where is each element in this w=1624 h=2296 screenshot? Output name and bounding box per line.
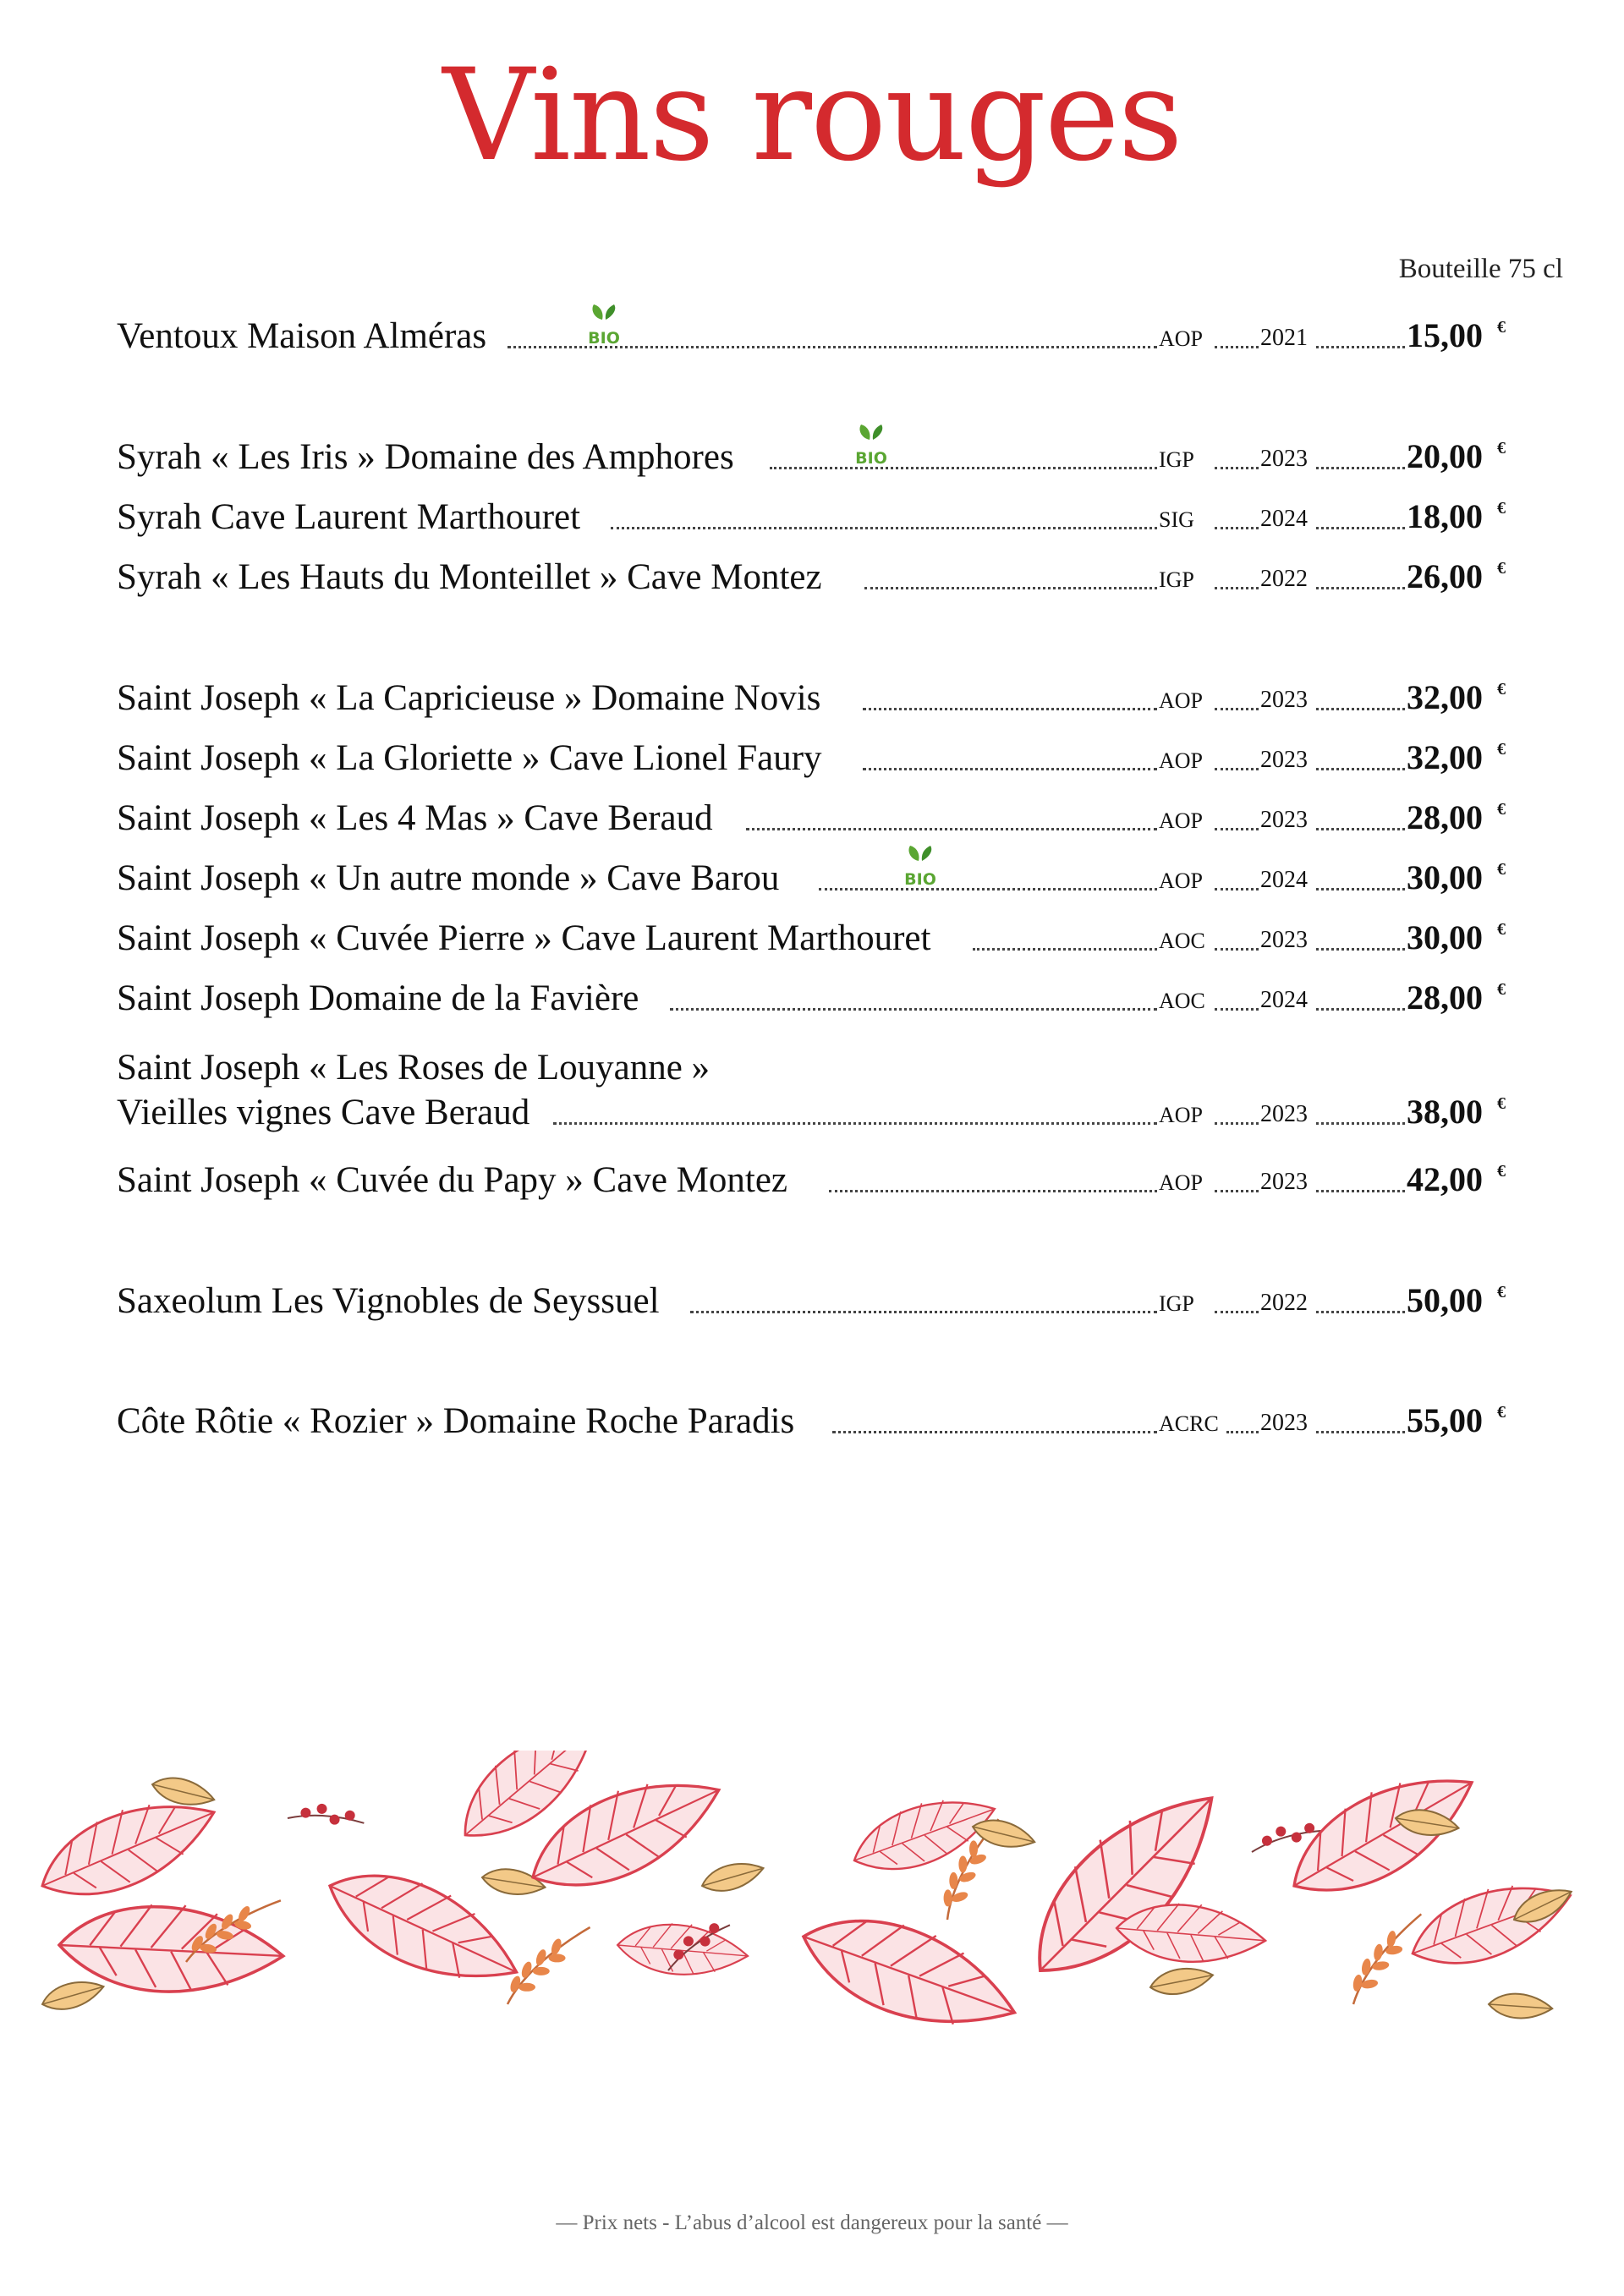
- wine-price: 38,00: [1407, 1093, 1483, 1131]
- wine-name: Saint Joseph « La Capricieuse » Domaine Novis: [117, 678, 821, 718]
- wine-row: [117, 1040, 1521, 1142]
- wine-appellation: SIG: [1159, 507, 1194, 532]
- dot-leader: [553, 1122, 1157, 1125]
- dot-leader: [829, 1190, 1157, 1192]
- bio-leaf-icon: [582, 301, 626, 348]
- dot-leader: [973, 948, 1157, 951]
- wine-appellation: AOP: [1159, 869, 1204, 893]
- euro-symbol: €: [1497, 439, 1506, 458]
- dot-leader: [770, 467, 1157, 469]
- wine-price: 42,00: [1407, 1160, 1483, 1198]
- wine-vintage: 2022: [1260, 1290, 1308, 1316]
- wine-vintage: 2024: [1260, 867, 1308, 893]
- dot-leader: [832, 1431, 1157, 1433]
- wine-row: [117, 496, 1521, 546]
- wine-row: [117, 1280, 1521, 1330]
- euro-symbol: €: [1497, 1283, 1506, 1301]
- wine-name: Saint Joseph « Cuvée Pierre » Cave Laurent Marthouret: [117, 918, 931, 958]
- wine-row: [117, 977, 1521, 1027]
- euro-symbol: €: [1497, 499, 1506, 518]
- wine-row: [117, 315, 1521, 365]
- wine-price: 26,00: [1407, 557, 1483, 595]
- dot-leader: [1215, 828, 1259, 830]
- wine-row: [117, 797, 1521, 847]
- dot-leader: [1215, 527, 1259, 529]
- wine-appellation: ACRC: [1159, 1411, 1219, 1436]
- wine-name: Saint Joseph « Les 4 Mas » Cave Beraud: [117, 798, 713, 838]
- wine-vintage: 2023: [1260, 927, 1308, 953]
- wine-row: [117, 917, 1521, 967]
- wine-appellation: AOC: [1159, 989, 1205, 1013]
- euro-symbol: €: [1497, 740, 1506, 759]
- wine-vintage: 2024: [1260, 506, 1308, 532]
- wine-name: [117, 1047, 710, 1133]
- wine-appellation: IGP: [1159, 1291, 1194, 1316]
- dot-leader: [1316, 948, 1405, 951]
- euro-symbol: €: [1497, 1094, 1506, 1113]
- dot-leader: [690, 1311, 1157, 1313]
- dot-leader: [1215, 1190, 1259, 1192]
- dot-leader: [1215, 708, 1259, 710]
- dot-leader: [1215, 888, 1259, 890]
- euro-symbol: €: [1497, 559, 1506, 578]
- wine-row: [117, 677, 1521, 727]
- wine-name: Côte Rôtie « Rozier » Domaine Roche Paradis: [117, 1401, 795, 1441]
- dot-leader: [1316, 1122, 1405, 1125]
- bio-leaf-icon: [898, 842, 942, 890]
- bio-label: BIO: [904, 870, 936, 889]
- dot-leader: [1316, 828, 1405, 830]
- dot-leader: [746, 828, 1157, 830]
- euro-symbol: €: [1497, 980, 1506, 999]
- wine-vintage: 2023: [1260, 1101, 1308, 1127]
- wine-price: 50,00: [1407, 1281, 1483, 1319]
- autumn-leaf-garland-icon: [25, 1751, 1599, 2038]
- wine-name: Syrah « Les Iris » Domaine des Amphores: [117, 437, 734, 477]
- dot-leader: [611, 527, 1157, 529]
- dot-leader: [1316, 346, 1405, 348]
- dot-leader: [819, 888, 1157, 890]
- bio-label: BIO: [588, 329, 620, 348]
- euro-symbol: €: [1497, 1162, 1506, 1181]
- euro-symbol: €: [1497, 800, 1506, 819]
- wine-row: [117, 1400, 1521, 1450]
- bio-leaf-icon: [849, 421, 893, 469]
- dot-leader: [1215, 346, 1259, 348]
- wine-appellation: AOP: [1159, 748, 1204, 773]
- wine-name-line1: Saint Joseph « Les Roses de Louyanne »: [117, 1048, 710, 1088]
- page-title: Vins rouges: [442, 42, 1182, 189]
- dot-leader: [1316, 1190, 1405, 1192]
- wine-name-line2: Vieilles vignes Cave Beraud: [117, 1093, 530, 1132]
- dot-leader: [864, 587, 1157, 589]
- dot-leader: [1215, 467, 1259, 469]
- dot-leader: [863, 768, 1157, 770]
- wine-vintage: 2023: [1260, 1169, 1308, 1195]
- wine-appellation: AOP: [1159, 808, 1204, 833]
- dot-leader: [1316, 467, 1405, 469]
- dot-leader: [1316, 527, 1405, 529]
- dot-leader: [1226, 1431, 1259, 1433]
- wine-row: [117, 737, 1521, 787]
- dot-leader: [1215, 1311, 1259, 1313]
- wine-vintage: 2023: [1260, 446, 1308, 472]
- wine-price: 55,00: [1407, 1401, 1483, 1439]
- wine-name: Saint Joseph « La Gloriette » Cave Lionel Faury: [117, 738, 822, 778]
- euro-symbol: €: [1497, 920, 1506, 939]
- wine-name: Saint Joseph Domaine de la Favière: [117, 978, 639, 1018]
- dot-leader: [1316, 1008, 1405, 1011]
- wine-appellation: AOP: [1159, 688, 1204, 713]
- wine-vintage: 2023: [1260, 747, 1308, 773]
- wine-name: Syrah Cave Laurent Marthouret: [117, 497, 581, 537]
- dot-leader: [1215, 1008, 1259, 1011]
- wine-price: 30,00: [1407, 858, 1483, 896]
- wine-price: 28,00: [1407, 798, 1483, 836]
- wine-appellation: AOP: [1159, 1170, 1204, 1195]
- footer-note: — Prix nets - L’abus d’alcool est dangereux pour la santé —: [556, 2211, 1068, 2234]
- wine-appellation: AOC: [1159, 929, 1205, 953]
- dot-leader: [1215, 587, 1259, 589]
- wine-appellation: IGP: [1159, 447, 1194, 472]
- wine-appellation: AOP: [1159, 1103, 1204, 1127]
- dot-leader: [1316, 888, 1405, 890]
- wine-row: [117, 1159, 1521, 1209]
- dot-leader: [863, 708, 1157, 710]
- wine-name: Saint Joseph « Un autre monde » Cave Barou: [117, 858, 780, 898]
- bottle-size-label: Bouteille 75 cl: [1398, 254, 1563, 284]
- wine-price: 28,00: [1407, 978, 1483, 1016]
- euro-symbol: €: [1497, 1403, 1506, 1422]
- wine-vintage: 2021: [1260, 325, 1308, 351]
- wine-vintage: 2023: [1260, 687, 1308, 713]
- wine-vintage: 2022: [1260, 566, 1308, 592]
- wine-vintage: 2024: [1260, 987, 1308, 1013]
- dot-leader: [1215, 948, 1259, 951]
- wine-appellation: AOP: [1159, 326, 1204, 351]
- wine-row: [117, 857, 1521, 907]
- wine-name: Ventoux Maison Alméras: [117, 316, 487, 356]
- wine-row: [117, 436, 1521, 486]
- euro-symbol: €: [1497, 860, 1506, 879]
- dot-leader: [1316, 1311, 1405, 1313]
- wine-row: [117, 556, 1521, 606]
- wine-price: 32,00: [1407, 738, 1483, 776]
- dot-leader: [1215, 768, 1259, 770]
- wine-price: 20,00: [1407, 437, 1483, 475]
- euro-symbol: €: [1497, 680, 1506, 699]
- wine-vintage: 2023: [1260, 1410, 1308, 1436]
- wine-price: 30,00: [1407, 918, 1483, 956]
- euro-symbol: €: [1497, 318, 1506, 337]
- wine-name: Saint Joseph « Cuvée du Papy » Cave Montez: [117, 1160, 788, 1200]
- wine-price: 32,00: [1407, 678, 1483, 716]
- wine-name: Saxeolum Les Vignobles de Seyssuel: [117, 1281, 660, 1321]
- dot-leader: [1316, 768, 1405, 770]
- wine-appellation: IGP: [1159, 567, 1194, 592]
- wine-name: Syrah « Les Hauts du Monteillet » Cave Montez: [117, 557, 822, 597]
- dot-leader: [670, 1008, 1157, 1011]
- dot-leader: [1316, 708, 1405, 710]
- dot-leader: [1316, 1431, 1405, 1433]
- wine-vintage: 2023: [1260, 807, 1308, 833]
- wine-price: 15,00: [1407, 316, 1483, 354]
- dot-leader: [1316, 587, 1405, 589]
- wine-price: 18,00: [1407, 497, 1483, 535]
- dot-leader: [1215, 1122, 1259, 1125]
- bio-label: BIO: [855, 449, 887, 468]
